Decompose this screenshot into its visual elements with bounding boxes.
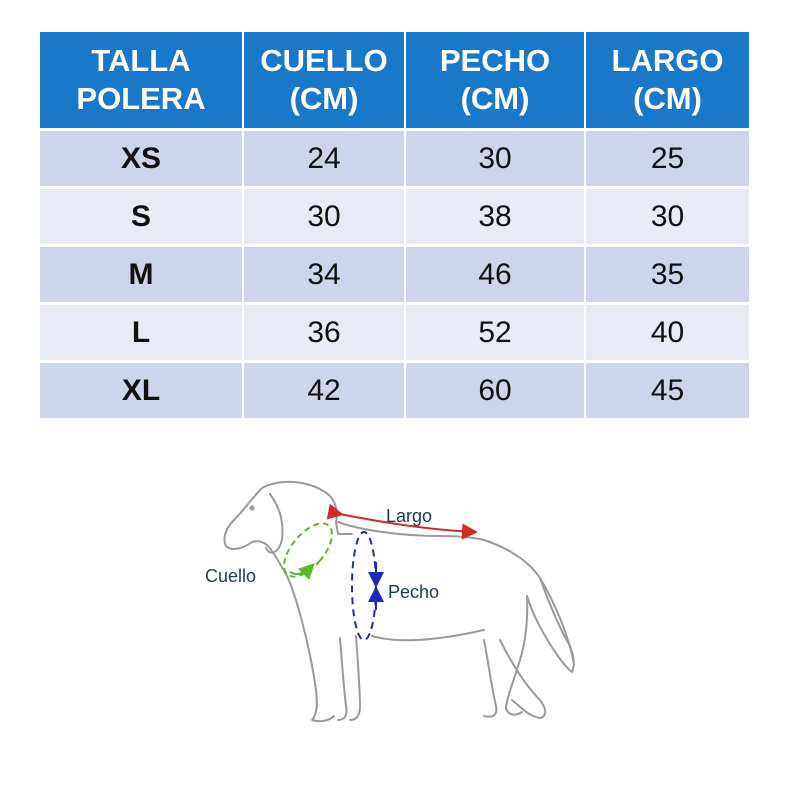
pecho-cell: 46 [406,247,586,305]
cuello-cell: 34 [244,247,406,305]
pecho-cell: 60 [406,363,586,418]
cuello-cell: 36 [244,305,406,363]
size-cell: XL [40,363,244,418]
size-cell: L [40,305,244,363]
header-line: (CM) [289,81,359,116]
largo-cell: 40 [586,305,749,363]
header-talla-polera [40,32,244,131]
cuello-arrow [290,566,312,574]
header-line: (CM) [633,81,702,116]
header-line: CUELLO [260,43,388,78]
pecho-label: Pecho [388,582,440,602]
dog-measurement-diagram [190,470,590,730]
cuello-cell: 42 [244,363,406,418]
largo-label: Largo [386,506,433,526]
header-line: LARGO [611,43,724,78]
pecho-ellipse [352,532,376,640]
header-line: PECHO [439,43,551,78]
size-cell: S [40,189,244,247]
size-cell: XS [40,131,244,189]
header-line: POLERA [76,81,206,116]
pecho-cell: 52 [406,305,586,363]
cuello-label: Cuello [205,566,257,586]
header-line: (CM) [460,81,530,116]
largo-cell: 30 [586,189,749,247]
largo-cell: 35 [586,247,749,305]
largo-cell: 25 [586,131,749,189]
table-row [40,305,749,363]
table-header-row [40,32,749,131]
header-pecho [406,32,586,131]
table-row [40,247,749,305]
size-cell: M [40,247,244,305]
header-cuello [244,32,406,131]
table-row [40,131,749,189]
pecho-cell: 30 [406,131,586,189]
table-row [40,363,749,418]
cuello-ellipse [275,515,341,585]
largo-cell: 45 [586,363,749,418]
header-line: TALLA [91,43,191,78]
pecho-cell: 38 [406,189,586,247]
cuello-cell: 30 [244,189,406,247]
size-chart-table [40,32,749,418]
cuello-cell: 24 [244,131,406,189]
header-largo [586,32,749,131]
table-row [40,189,749,247]
